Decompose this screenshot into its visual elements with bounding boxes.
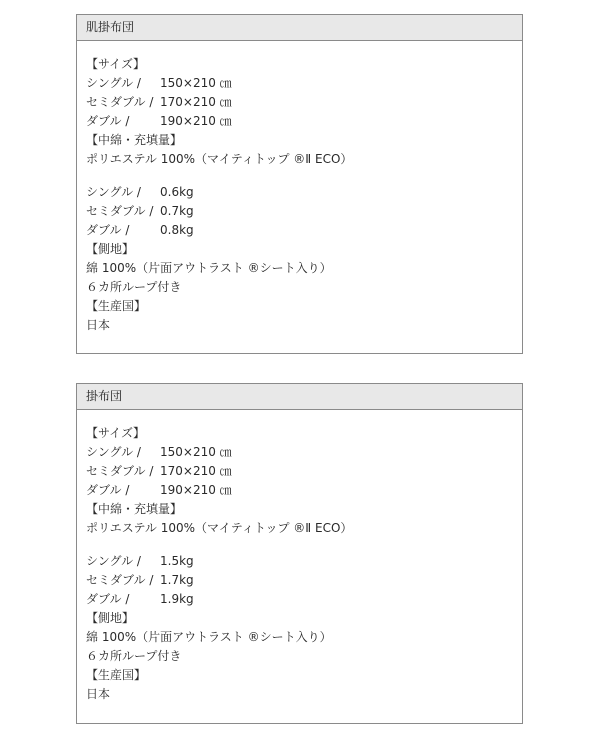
size-value: 190×210 ㎝ <box>160 483 232 497</box>
size-row <box>86 481 522 500</box>
size-value: 170×210 ㎝ <box>160 95 232 109</box>
weight-label: セミダブル / <box>86 573 154 587</box>
origin-heading: 【生産国】 <box>86 668 147 682</box>
size-row <box>86 443 522 462</box>
size-label: セミダブル / <box>86 464 154 478</box>
filling-text: ポリエステル 100%（マイティトップ ®Ⅱ ECO） <box>86 521 353 535</box>
weight-row <box>86 590 522 609</box>
box-title: 肌掛布団 <box>77 15 522 41</box>
size-label: ダブル / <box>86 483 130 497</box>
weight-row <box>86 552 522 571</box>
size-value: 150×210 ㎝ <box>160 445 232 459</box>
size-row <box>86 112 522 131</box>
origin-text: 日本 <box>86 687 111 701</box>
box-body <box>77 41 522 335</box>
size-row <box>86 74 522 93</box>
weight-value: 1.5kg <box>160 554 194 568</box>
spec-box-light-comforter <box>76 14 523 354</box>
size-row <box>86 462 522 481</box>
fabric-note: ６カ所ループ付き <box>86 280 182 294</box>
size-row <box>86 93 522 112</box>
filling-heading: 【中綿・充填量】 <box>86 502 183 516</box>
fabric-heading: 【側地】 <box>86 242 135 256</box>
size-heading: 【サイズ】 <box>86 57 146 71</box>
weight-value: 0.8kg <box>160 223 194 237</box>
origin-heading: 【生産国】 <box>86 299 147 313</box>
filling-text: ポリエステル 100%（マイティトップ ®Ⅱ ECO） <box>86 152 353 166</box>
size-value: 150×210 ㎝ <box>160 76 232 90</box>
weight-value: 1.7kg <box>160 573 194 587</box>
box-body <box>77 410 522 704</box>
fabric-heading: 【側地】 <box>86 611 135 625</box>
spacer <box>86 169 522 183</box>
size-label: シングル / <box>86 76 141 90</box>
weight-label: ダブル / <box>86 592 130 606</box>
size-label: セミダブル / <box>86 95 154 109</box>
weight-row <box>86 202 522 221</box>
fabric-text: 綿 100%（片面アウトラスト ®シート入り） <box>86 261 332 275</box>
size-label: シングル / <box>86 445 141 459</box>
size-label: ダブル / <box>86 114 130 128</box>
weight-row <box>86 183 522 202</box>
origin-text: 日本 <box>86 318 111 332</box>
size-value: 170×210 ㎝ <box>160 464 232 478</box>
weight-label: シングル / <box>86 185 141 199</box>
weight-label: セミダブル / <box>86 204 154 218</box>
spacer <box>86 538 522 552</box>
weight-value: 1.9kg <box>160 592 194 606</box>
size-value: 190×210 ㎝ <box>160 114 232 128</box>
weight-row <box>86 221 522 240</box>
spec-box-comforter <box>76 383 523 724</box>
size-heading: 【サイズ】 <box>86 426 146 440</box>
fabric-note: ６カ所ループ付き <box>86 649 182 663</box>
filling-heading: 【中綿・充填量】 <box>86 133 183 147</box>
weight-label: ダブル / <box>86 223 130 237</box>
box-title: 掛布団 <box>77 384 522 410</box>
fabric-text: 綿 100%（片面アウトラスト ®シート入り） <box>86 630 332 644</box>
weight-row <box>86 571 522 590</box>
weight-label: シングル / <box>86 554 141 568</box>
weight-value: 0.7kg <box>160 204 194 218</box>
weight-value: 0.6kg <box>160 185 194 199</box>
